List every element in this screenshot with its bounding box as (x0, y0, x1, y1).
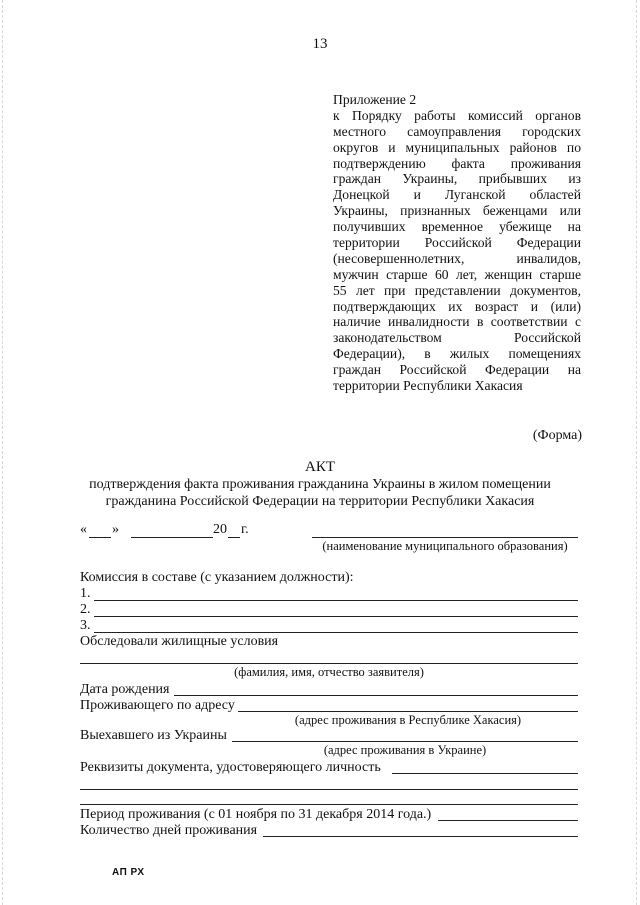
commission-item-number: 2. (80, 602, 91, 617)
document-subtitle-line-2: гражданина Российской Федерации на территории Республики Хакасия (105, 494, 535, 509)
birth-date-label: Дата рождения (80, 682, 170, 697)
date-month-field[interactable] (131, 537, 213, 538)
id-document-label: Реквизиты документа, удостоверяющего личность (80, 760, 381, 775)
commission-member-field-2[interactable] (94, 616, 578, 617)
document-title: АКТ (305, 459, 335, 475)
appendix-line: получивших временное убежище на (333, 219, 581, 235)
date-close-quote: » (112, 522, 119, 537)
commission-item-number: 1. (80, 586, 91, 601)
appendix-line: законодательством Российской (333, 330, 581, 346)
date-day-field[interactable] (89, 537, 111, 538)
commission-item-number: 3. (80, 618, 91, 633)
appendix-line: граждан Украины, прибывших из (333, 171, 581, 187)
id-document-field-continued[interactable] (80, 789, 578, 790)
appendix-line: Приложение 2 (333, 92, 417, 107)
appendix-line: Украины, признанных беженцами или (333, 203, 581, 219)
appendix-line: Донецкой и Луганской областей (333, 187, 581, 203)
scan-edge-left (2, 0, 3, 905)
days-label: Количество дней проживания (80, 823, 258, 838)
scan-edge-right (636, 0, 637, 905)
appendix-line: подтверждающих их возраст и (или) (333, 298, 581, 314)
days-field[interactable] (263, 836, 578, 837)
left-ukraine-label: Выехавшего из Украины (80, 728, 227, 743)
appendix-line: территории Республики Хакасия (333, 378, 523, 394)
commission-label: Комиссия в составе (с указанием должности): (80, 570, 354, 585)
appendix-line: граждан Российской Федерации на (333, 362, 581, 378)
appendix-line: 55 лет при представлении документов, (333, 282, 581, 298)
appendix-line: подтверждению факта проживания (333, 155, 581, 171)
commission-member-field-3[interactable] (94, 632, 578, 633)
applicant-name-field[interactable] (80, 663, 578, 664)
appendix-line: местного самоуправления городских (333, 123, 581, 139)
form-label: (Форма) (532, 428, 582, 443)
footer-mark: АП РХ (112, 867, 145, 878)
document-subtitle-line-1: подтверждения факта проживания гражданина Украины в жилом помещении (89, 477, 551, 492)
appendix-line: территории Российской Федерации (333, 235, 581, 251)
residing-label: Проживающего по адресу (80, 698, 235, 713)
applicant-caption: (фамилия, имя, отчество заявителя) (234, 665, 424, 679)
inspected-label: Обследовали жилищные условия (80, 634, 279, 649)
commission-member-field-1[interactable] (94, 600, 578, 601)
period-field[interactable] (438, 820, 578, 821)
ukraine-address-field[interactable] (232, 741, 578, 742)
appendix-line: к Порядку работы комиссий органов (333, 107, 581, 123)
residing-caption: (адрес проживания в Республике Хакасия) (294, 713, 522, 727)
page-number: 13 (312, 36, 328, 52)
date-year-field[interactable] (228, 537, 240, 538)
date-open-quote: « (80, 522, 87, 537)
period-label: Период проживания (с 01 ноября по 31 декабря 2014 года.) (80, 807, 432, 822)
date-year-suffix: г. (241, 522, 249, 537)
appendix-line: Федерации), в жилых помещениях (333, 346, 581, 362)
appendix-line: мужчин старше 60 лет, женщин старше (333, 266, 581, 282)
id-document-field[interactable] (392, 773, 578, 774)
municipality-caption: (наименование муниципального образования) (322, 539, 568, 553)
date-year-prefix: 20 (213, 522, 227, 537)
appendix-line: (несовершеннолетних, инвалидов, (333, 250, 581, 266)
extra-line-field[interactable] (80, 804, 578, 805)
appendix-line: округов и муниципальных районов по (333, 139, 581, 155)
ukraine-caption: (адрес проживания в Украине) (323, 743, 487, 757)
appendix-block (333, 92, 581, 394)
municipality-field[interactable] (312, 537, 578, 538)
residing-address-field[interactable] (238, 711, 578, 712)
appendix-line: наличие инвалидности в соответствии с (333, 314, 581, 330)
birth-date-field[interactable] (174, 695, 578, 696)
